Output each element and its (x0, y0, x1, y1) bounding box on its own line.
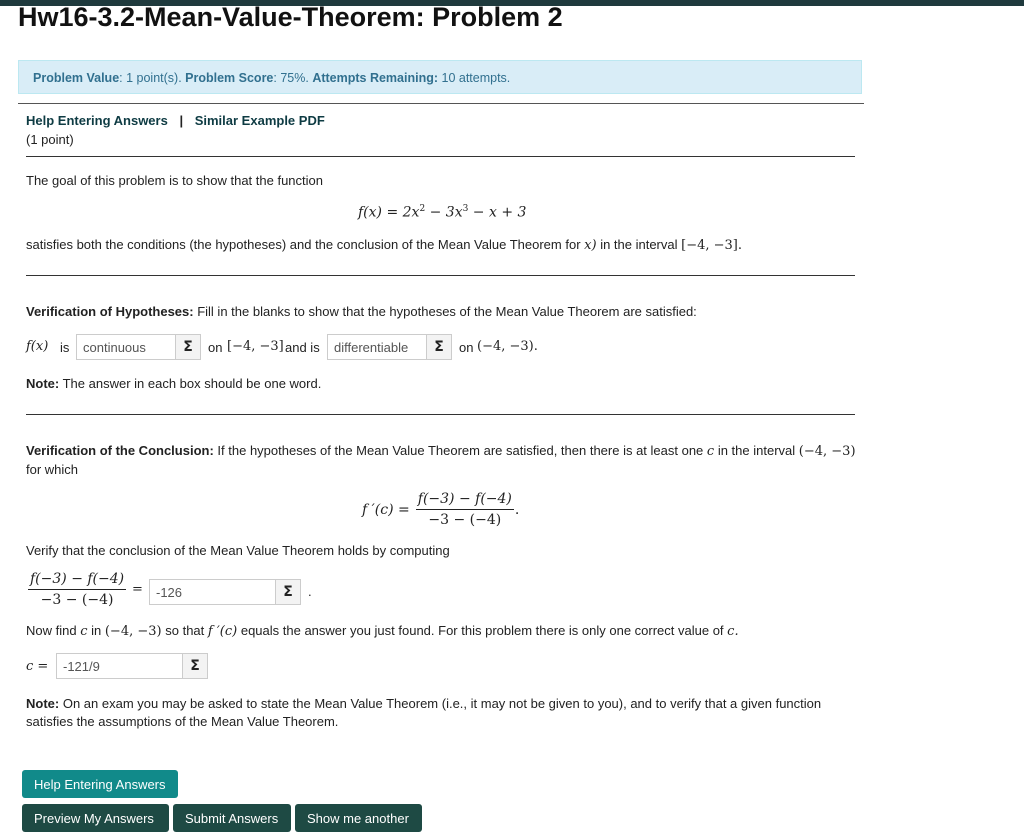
compute-fraction-body (28, 571, 126, 608)
so-that-text: so that (165, 623, 205, 638)
fraction-denominator: −3 − (−4) (40, 592, 114, 608)
intro-goal-text: The goal of this problem is to show that the function (26, 173, 324, 188)
note-label: Note: (26, 376, 60, 391)
similar-example-pdf-link[interactable]: Similar Example PDF (194, 113, 325, 128)
equation-editor-icon[interactable]: Σ (175, 335, 200, 359)
fprime-c-inline: f ′(c) (207, 624, 238, 639)
c-equals-label: c = (26, 659, 49, 674)
equation-editor-icon[interactable]: Σ (275, 580, 300, 604)
note-text: The answer in each box should be one word. (62, 376, 322, 391)
problem-score-text: : 75%. (273, 71, 313, 85)
function-exp1: 2 (419, 204, 426, 214)
conclusion-heading: Verification of the Conclusion: (26, 443, 214, 458)
c-variable: c (706, 444, 715, 459)
divider (26, 156, 855, 157)
intro-satisfies-text: satisfies both the conditions (the hypotheses) and the conclusion of the Mean Value Theorem for (26, 237, 581, 252)
in-word: in (91, 623, 102, 638)
page-title: Hw16-3.2-Mean-Value-Theorem: Problem 2 (18, 2, 563, 32)
answer-3-input[interactable] (150, 580, 275, 604)
help-entering-answers-link[interactable]: Help Entering Answers (26, 113, 168, 128)
c-variable: c. (727, 624, 739, 639)
conclusion-text: If the hypotheses of the Mean Value Theorem are satisfied, then there is at least one (217, 443, 704, 458)
conclusion-intro (26, 443, 856, 459)
hypotheses-intro (26, 304, 697, 319)
now-find-line (26, 623, 739, 639)
c-variable: c (80, 624, 88, 639)
verify-text: Verify that the conclusion of the Mean Value Theorem holds by computing (26, 543, 450, 558)
help-entering-answers-button[interactable]: Help Entering Answers (22, 770, 178, 798)
preview-answers-button[interactable]: Preview My Answers (22, 804, 169, 832)
intro-satisfies-line (26, 237, 742, 253)
final-note-label: Note: (26, 696, 60, 711)
equation-editor-icon[interactable]: Σ (426, 335, 451, 359)
answer-4-box (56, 653, 208, 679)
for-which-text: for which (26, 462, 79, 477)
fraction-numerator: f(−3) − f(−4) (416, 491, 514, 510)
equation-editor-icon[interactable]: Σ (182, 654, 207, 678)
problem-value-label: Problem Value (33, 71, 120, 85)
hypotheses-heading: Verification of Hypotheses: (26, 304, 194, 319)
closed-interval: [−4, −3]. (681, 238, 743, 253)
open-interval-2: (−4, −3) (798, 444, 856, 459)
mvt-equation (362, 491, 519, 528)
function-exp2: 3 (462, 204, 469, 214)
compute-fraction (28, 571, 126, 608)
fraction-numerator: f(−3) − f(−4) (28, 571, 126, 590)
final-note-text-2: satisfies the assumptions of the Mean Value Theorem. (26, 714, 339, 729)
divider (26, 275, 855, 276)
final-note-text-1: On an exam you may be asked to state the Mean Value Theorem (i.e., it may not be given to you), and to verify that a given function (62, 696, 822, 711)
fraction-denominator: −3 − (−4) (428, 512, 502, 528)
hypotheses-text: Fill in the blanks to show that the hypotheses of the Mean Value Theorem are satisfied: (197, 304, 697, 319)
and-is-label: and is (285, 340, 320, 355)
conclusion-text-in: in the interval (717, 443, 796, 458)
fprime-c-label: f ′(c) = (362, 501, 410, 518)
equals-sign: = (132, 582, 143, 597)
help-links-row (26, 113, 325, 128)
on-label-2: on (459, 340, 474, 355)
answer-1-box (76, 334, 201, 360)
answer-2-input[interactable] (328, 335, 426, 359)
problem-value-text: : 1 point(s). (119, 71, 186, 85)
open-interval-3: (−4, −3) (104, 624, 162, 639)
divider (18, 103, 864, 104)
function-rhs: − x + 3 (468, 204, 527, 221)
closed-interval-2: [−4, −3] (227, 339, 284, 354)
interval-word: in the interval (600, 237, 678, 252)
link-separator: | (179, 113, 184, 128)
attempts-label: Attempts Remaining: (312, 71, 439, 85)
mvt-fraction (416, 491, 514, 528)
final-note-line1 (26, 696, 821, 711)
on-label: on (208, 340, 223, 355)
answer-4-input[interactable] (57, 654, 182, 678)
attempts-text: 10 attempts. (438, 71, 511, 85)
is-label: is (60, 340, 70, 355)
period: . (308, 584, 312, 599)
answer-2-box (327, 334, 452, 360)
function-lhs: f(x) = 2x (358, 204, 420, 221)
points-text: (1 point) (26, 132, 74, 147)
open-interval: (−4, −3). (477, 339, 538, 354)
fx-label: f(x) (26, 339, 49, 354)
period: . (514, 501, 520, 518)
function-mid: − 3x (425, 204, 463, 221)
problem-info-box (18, 60, 862, 94)
show-another-button[interactable]: Show me another (295, 804, 422, 832)
problem-score-label: Problem Score (185, 71, 274, 85)
x-paren: x) (584, 238, 597, 253)
now-find-text: Now find (26, 623, 77, 638)
answer-3-box (149, 579, 301, 605)
divider (26, 414, 855, 415)
hypotheses-note (26, 376, 321, 391)
function-formula (358, 204, 526, 221)
answer-1-input[interactable] (77, 335, 175, 359)
submit-answers-button[interactable]: Submit Answers (173, 804, 291, 832)
equals-text: equals the answer you just found. For this problem there is only one correct value of (240, 623, 724, 638)
